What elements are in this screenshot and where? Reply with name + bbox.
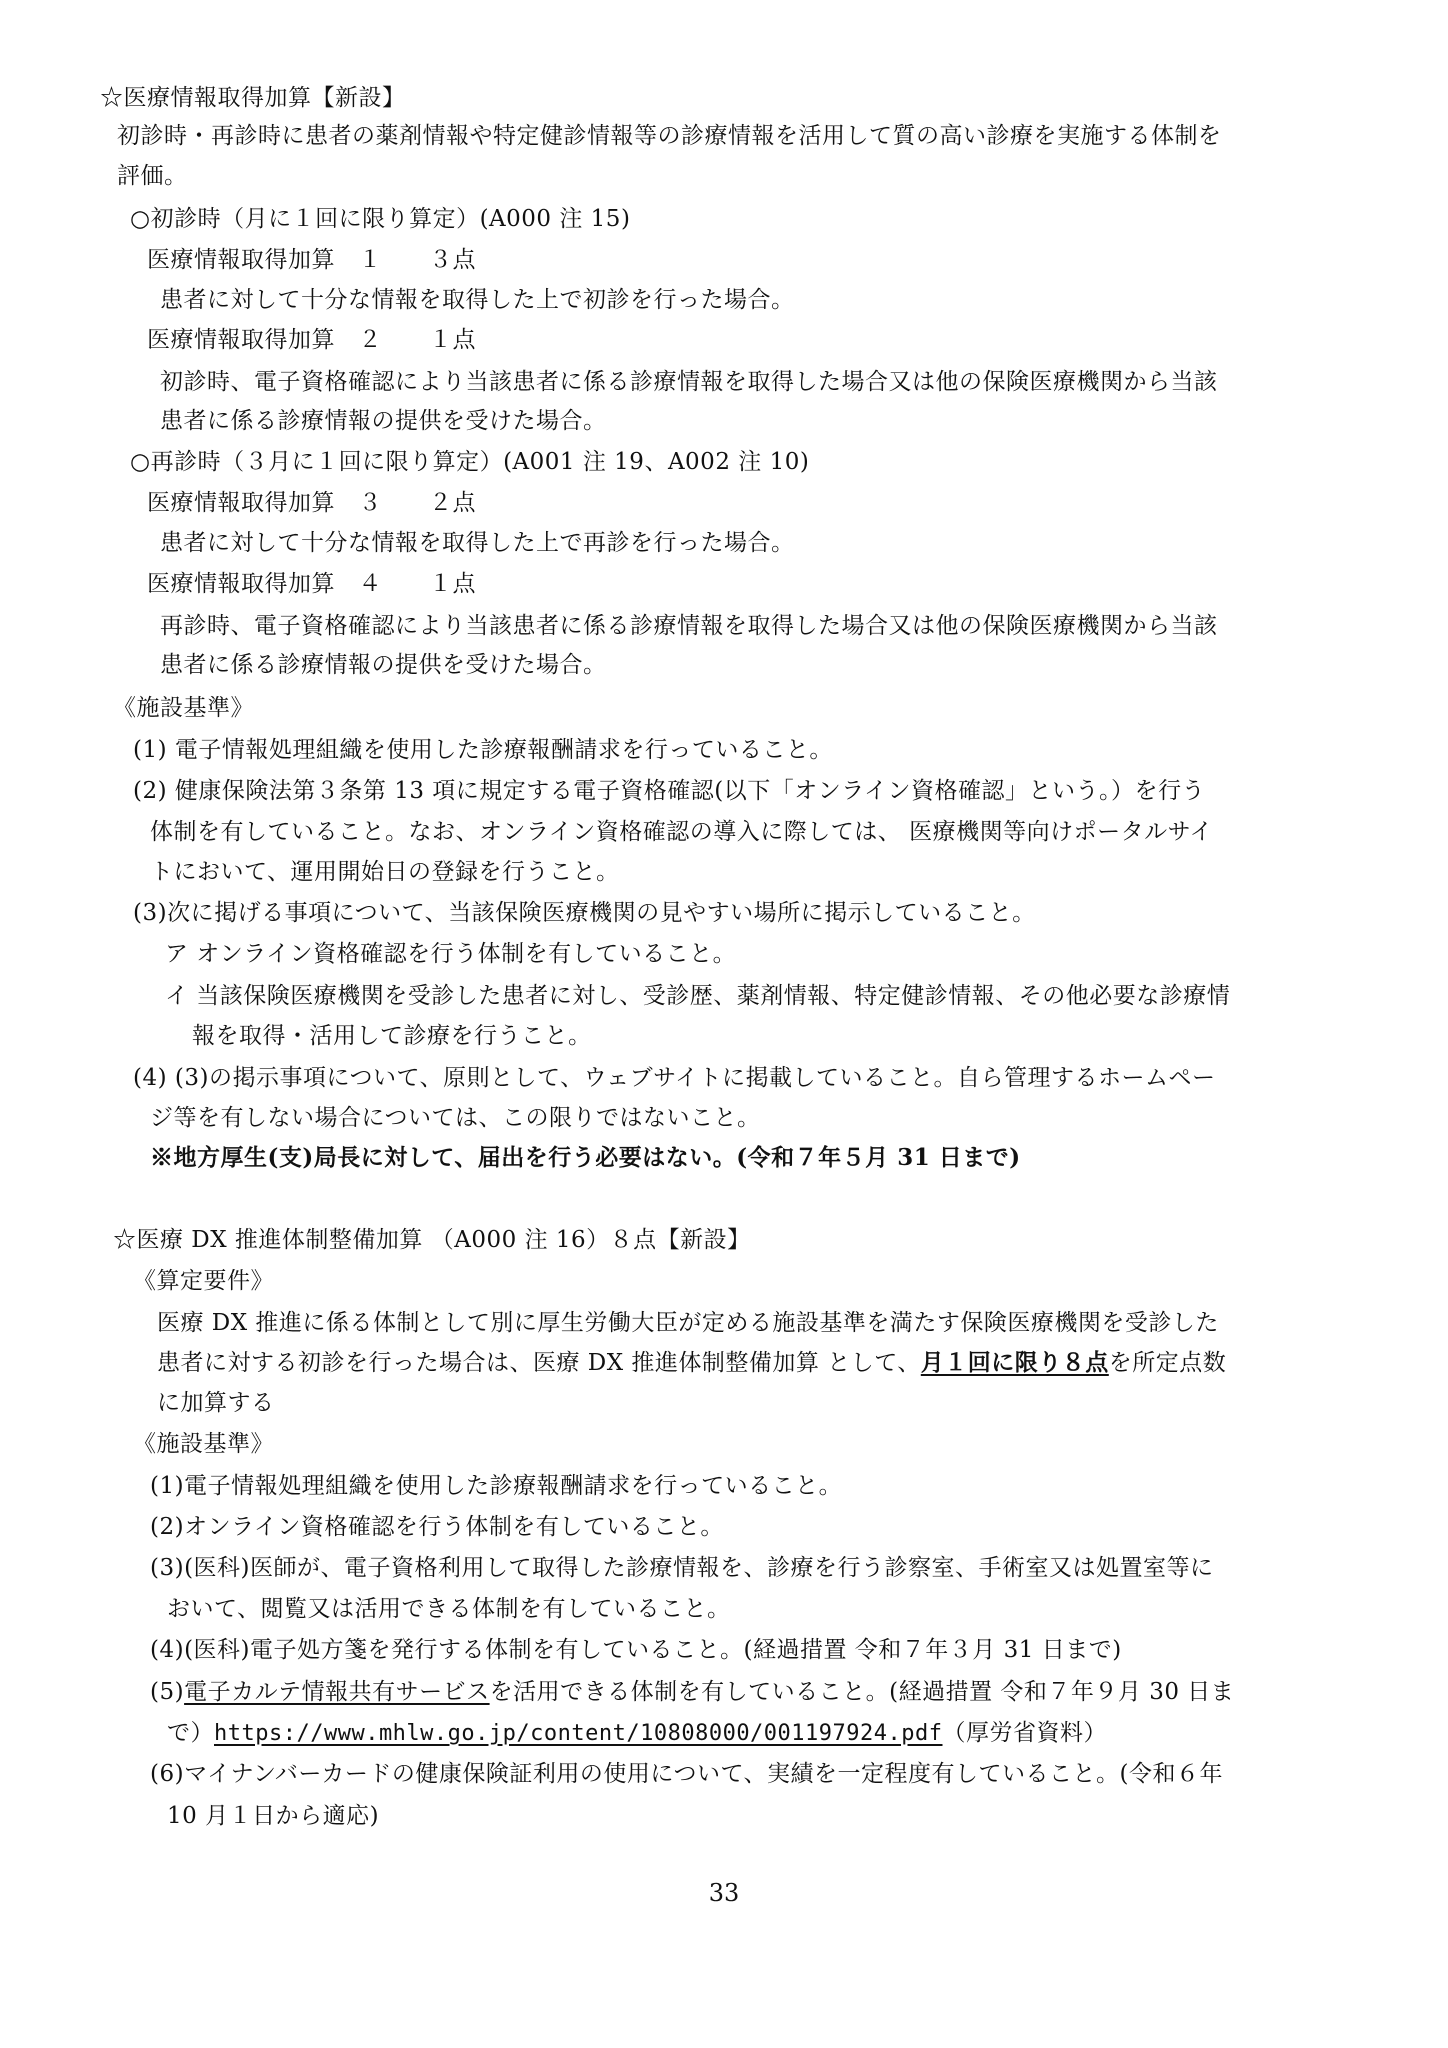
dx-criterion-6-line-2: 10 月１日から適応) xyxy=(167,1803,380,1829)
mhlw-document-label: （厚労省資料） xyxy=(942,1720,1107,1746)
requirement-line-2 xyxy=(157,1347,1226,1379)
dx-criterion-5-line-1 xyxy=(150,1676,1234,1708)
kasan-2-desc-1: 初診時、電子資格確認により当該患者に係る診療情報を取得した場合又は他の保険医療機関から当該 xyxy=(160,369,1218,395)
dx-criterion-5-de: で） xyxy=(167,1720,214,1746)
requirement-line-2-a: 患者に対する初診を行った場合は、医療 DX 推進体制整備加算 として、 xyxy=(157,1350,921,1376)
shisetsu-kijun-heading-2: 《施設基準》 xyxy=(133,1431,274,1457)
notification-note: ※地方厚生(支)局長に対して、届出を行う必要はない。(令和７年５月 31 日まで) xyxy=(150,1144,1021,1171)
section-heading-dx: ☆医療 DX 推進体制整備加算 （A000 注 16）８点【新設】 xyxy=(113,1227,751,1253)
kasan-3-desc: 患者に対して十分な情報を取得した上で再診を行った場合。 xyxy=(160,530,795,556)
kasan-2-title: 医療情報取得加算 ２ １点 xyxy=(147,327,476,353)
dx-criterion-5-line-2 xyxy=(167,1717,1107,1750)
kasan-1-title: 医療情報取得加算 １ ３点 xyxy=(147,247,476,273)
requirement-line-3: に加算する xyxy=(157,1390,275,1416)
criterion-2-line-3: トにおいて、運用開始日の登録を行うこと。 xyxy=(150,859,620,885)
intro-line-1: 初診時・再診時に患者の薬剤情報や特定健診情報等の診療情報を活用して質の高い診療を実施する体制を xyxy=(117,123,1222,149)
criterion-3-i-line-1: イ 当該保険医療機関を受診した患者に対し、受診歴、薬剤情報、特定健診情報、その他必要な診療情 xyxy=(165,983,1231,1009)
saishin-header: ○再診時（３月に１回に限り算定）(A001 注 19、A002 注 10) xyxy=(130,449,810,475)
dx-criterion-6-line-1: (6)マイナンバーカードの健康保険証利用の使用について、実績を一定程度有していること。(令和６年 xyxy=(150,1761,1223,1787)
kasan-3-title: 医療情報取得加算 ３ ２点 xyxy=(147,490,476,516)
page-number: 33 xyxy=(708,1879,740,1907)
dx-criterion-2: (2)オンライン資格確認を行う体制を有していること。 xyxy=(150,1514,724,1540)
criterion-4-line-1: (4) (3)の掲示事項について、原則として、ウェブサイトに掲載していること。自ら管理するホームペー xyxy=(133,1065,1216,1091)
kasan-4-desc-2: 患者に係る診療情報の提供を受けた場合。 xyxy=(160,652,607,678)
monthly-points-emphasis: 月１回に限り８点 xyxy=(920,1349,1109,1376)
requirement-line-1: 医療 DX 推進に係る体制として別に厚生労働大臣が定める施設基準を満たす保険医療機関を受診した xyxy=(157,1310,1219,1336)
section-heading-iryo-joho: ☆医療情報取得加算【新設】 xyxy=(100,85,406,111)
criterion-3: (3)次に掲げる事項について、当該保険医療機関の見やすい場所に掲示していること。 xyxy=(133,900,1036,926)
dx-criterion-3-line-2: おいて、閲覧又は活用できる体制を有していること。 xyxy=(167,1596,731,1622)
ehr-sharing-service-link[interactable]: 電子カルテ情報共有サービス xyxy=(184,1679,490,1705)
intro-line-2: 評価。 xyxy=(117,163,188,189)
mhlw-document-link[interactable]: https://www.mhlw.go.jp/content/10808000/001197924.pdf xyxy=(214,1721,943,1746)
shoshin-header: ○初診時（月に１回に限り算定）(A000 注 15) xyxy=(130,206,631,232)
kasan-2-desc-2: 患者に係る診療情報の提供を受けた場合。 xyxy=(160,408,607,434)
dx-criterion-3-line-1: (3)(医科)医師が、電子資格利用して取得した診療情報を、診療を行う診察室、手術室又は処置室等に xyxy=(150,1555,1214,1581)
criterion-3-i-line-2: 報を取得・活用して診療を行うこと。 xyxy=(192,1023,592,1049)
criterion-4-line-2: ジ等を有しない場合については、この限りではないこと。 xyxy=(150,1105,761,1131)
dx-criterion-5-rest: を活用できる体制を有していること。(経過措置 令和７年９月 30 日ま xyxy=(489,1679,1235,1705)
kasan-1-desc: 患者に対して十分な情報を取得した上で初診を行った場合。 xyxy=(160,287,795,313)
shisetsu-kijun-heading: 《施設基準》 xyxy=(113,695,254,721)
santei-yoken-heading: 《算定要件》 xyxy=(133,1268,274,1294)
dx-criterion-1: (1)電子情報処理組織を使用した診療報酬請求を行っていること。 xyxy=(150,1473,843,1499)
requirement-line-2-c: を所定点数 xyxy=(1108,1350,1227,1376)
kasan-4-desc-1: 再診時、電子資格確認により当該患者に係る診療情報を取得した場合又は他の保険医療機関から当該 xyxy=(160,613,1218,639)
dx-criterion-4: (4)(医科)電子処方箋を発行する体制を有していること。(経過措置 令和７年３月 31 日まで) xyxy=(150,1637,1122,1663)
dx-criterion-5-prefix: (5) xyxy=(150,1679,185,1705)
kasan-4-title: 医療情報取得加算 ４ １点 xyxy=(147,571,476,597)
criterion-2-line-2: 体制を有していること。なお、オンライン資格確認の導入に際しては、 医療機関等向けポータルサイ xyxy=(150,819,1214,845)
criterion-2-line-1: (2) 健康保険法第３条第 13 項に規定する電子資格確認(以下「オンライン資格確認」という。）を行う xyxy=(133,778,1206,804)
criterion-1: (1) 電子情報処理組織を使用した診療報酬請求を行っていること。 xyxy=(133,737,833,763)
criterion-3-a: ア オンライン資格確認を行う体制を有していること。 xyxy=(165,941,737,967)
